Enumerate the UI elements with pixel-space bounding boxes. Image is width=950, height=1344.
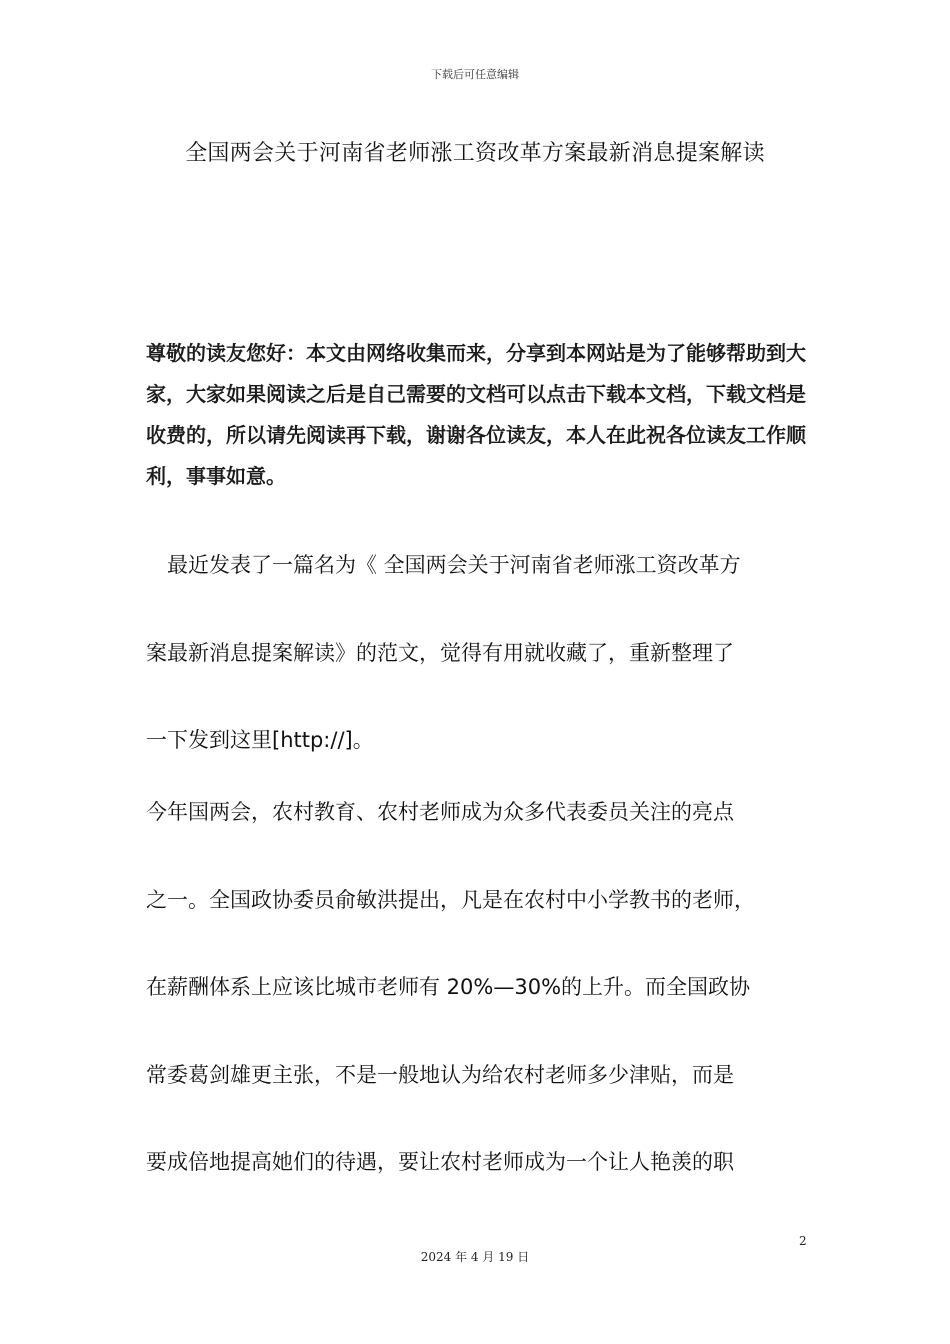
body-line: 今年国两会，农村教育、农村老师成为众多代表委员关注的亮点 bbox=[146, 800, 734, 824]
document-title: 全国两会关于河南省老师涨工资改革方案最新消息提案解读 bbox=[185, 141, 765, 166]
body-line: 最近发表了一篇名为《 全国两会关于河南省老师涨工资改革方 bbox=[146, 553, 741, 577]
notice-line: 尊敬的读友您好：本文由网络收集而来，分享到本网站是为了能够帮助到大 bbox=[146, 341, 806, 365]
notice-line: 利，事事如意。 bbox=[146, 464, 286, 488]
body-line: 在薪酬体系上应该比城市老师有 20%—30%的上升。而全国政协 bbox=[146, 975, 751, 999]
header-note: 下载后可任意编辑 bbox=[431, 68, 519, 81]
notice-line: 收费的，所以请先阅读再下载，谢谢各位读友，本人在此祝各位读友工作顺 bbox=[146, 423, 806, 447]
body-line: 案最新消息提案解读》的范文，觉得有用就收藏了，重新整理了 bbox=[146, 641, 734, 665]
notice-line: 家，大家如果阅读之后是自己需要的文档可以点击下载本文档，下载文档是 bbox=[146, 382, 806, 406]
body-line: 要成倍地提高她们的待遇，要让农村老师成为一个让人艳羡的职 bbox=[146, 1150, 734, 1174]
body-line: 之一。全国政协委员俞敏洪提出，凡是在农村中小学教书的老师， bbox=[146, 888, 755, 912]
body-line: 一下发到这里[http://]。 bbox=[146, 728, 374, 752]
footer-date: 2024 年 4 月 19 日 bbox=[420, 1250, 530, 1264]
page-number: 2 bbox=[799, 1234, 807, 1248]
body-line: 常委葛剑雄更主张，不是一般地认为给农村老师多少津贴，而是 bbox=[146, 1063, 734, 1087]
reader-notice bbox=[146, 333, 816, 497]
